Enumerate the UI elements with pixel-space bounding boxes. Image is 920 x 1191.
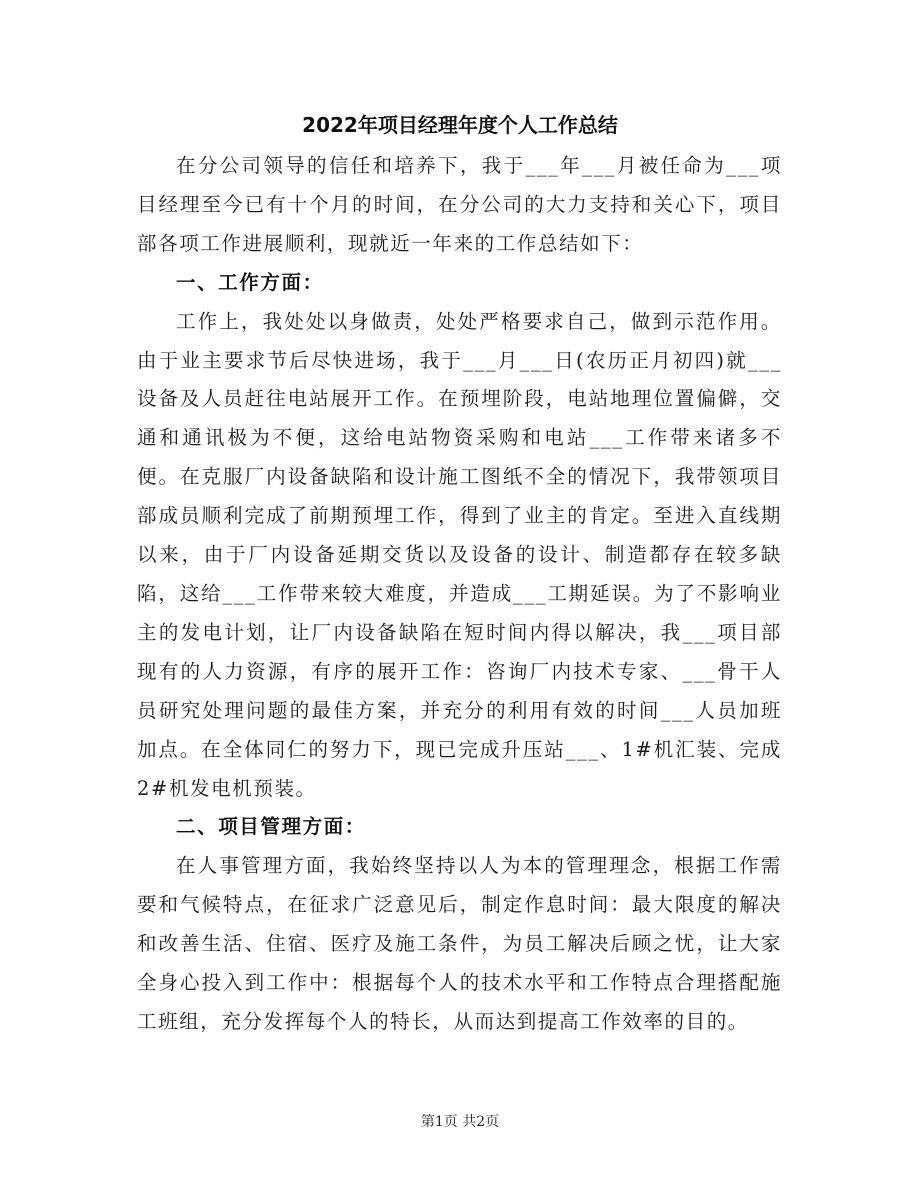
intro-paragraph: 在分公司领导的信任和培养下，我于___年___月被任命为___项目经理至今已有十个月的时间，在分公司的大力支持和关心下，项目部各项工作进展顺利，现就近一年来的工作总结如下： xyxy=(137,154,782,255)
section-heading-project-management: 二、项目管理方面： xyxy=(176,815,366,839)
document-title: 2022年项目经理年度个人工作总结 xyxy=(302,113,618,137)
document-body xyxy=(137,147,782,1042)
section-heading-work: 一、工作方面： xyxy=(176,270,324,294)
management-paragraph: 在人事管理方面，我始终坚持以人为本的管理理念，根据工作需要和气候特点，在征求广泛意见后，制定作息时间：最大限度的解决和改善生活、住宿、医疗及施工条件，为员工解决后顾之忧，让大家全身心投入到工作中：根据每个人的技术水平和工作特点合理搭配施工班组，充分发挥每个人的特长，从而达到提高工作效率的目的。 xyxy=(137,854,782,1033)
work-paragraph: 工作上，我处处以身做责，处处严格要求自己，做到示范作用。由于业主要求节后尽快进场，我于___月___日(农历正月初四)就___设备及人员赶往电站展开工作。在预埋阶段，电站地理位置偏僻，交通和通讯极为不便，这给电站物资采购和电站___工作带来诸多不便。在克服厂内设备缺陷和设计施工图纸不全的情况下，我带领项目部成员顺利完成了前期预埋工作，得到了业主的肯定。至进入直线期以来，由于厂内设备延期交货以及设备的设计、制造都存在较多缺陷，这给___工作带来较大难度，并造成___工期延误。为了不影响业主的发电计划，让厂内设备缺陷在短时间内得以解决，我___项目部现有的人力资源，有序的展开工作：咨询厂内技术专家、___骨干人员研究处理问题的最佳方案，并充分的利用有效的时间___人员加班加点。在全体同仁的努力下，现已完成升压站___、1#机汇装、完成2#机发电机预装。 xyxy=(137,309,782,800)
page-number-footer: 第1页 共2页 xyxy=(420,1114,500,1130)
